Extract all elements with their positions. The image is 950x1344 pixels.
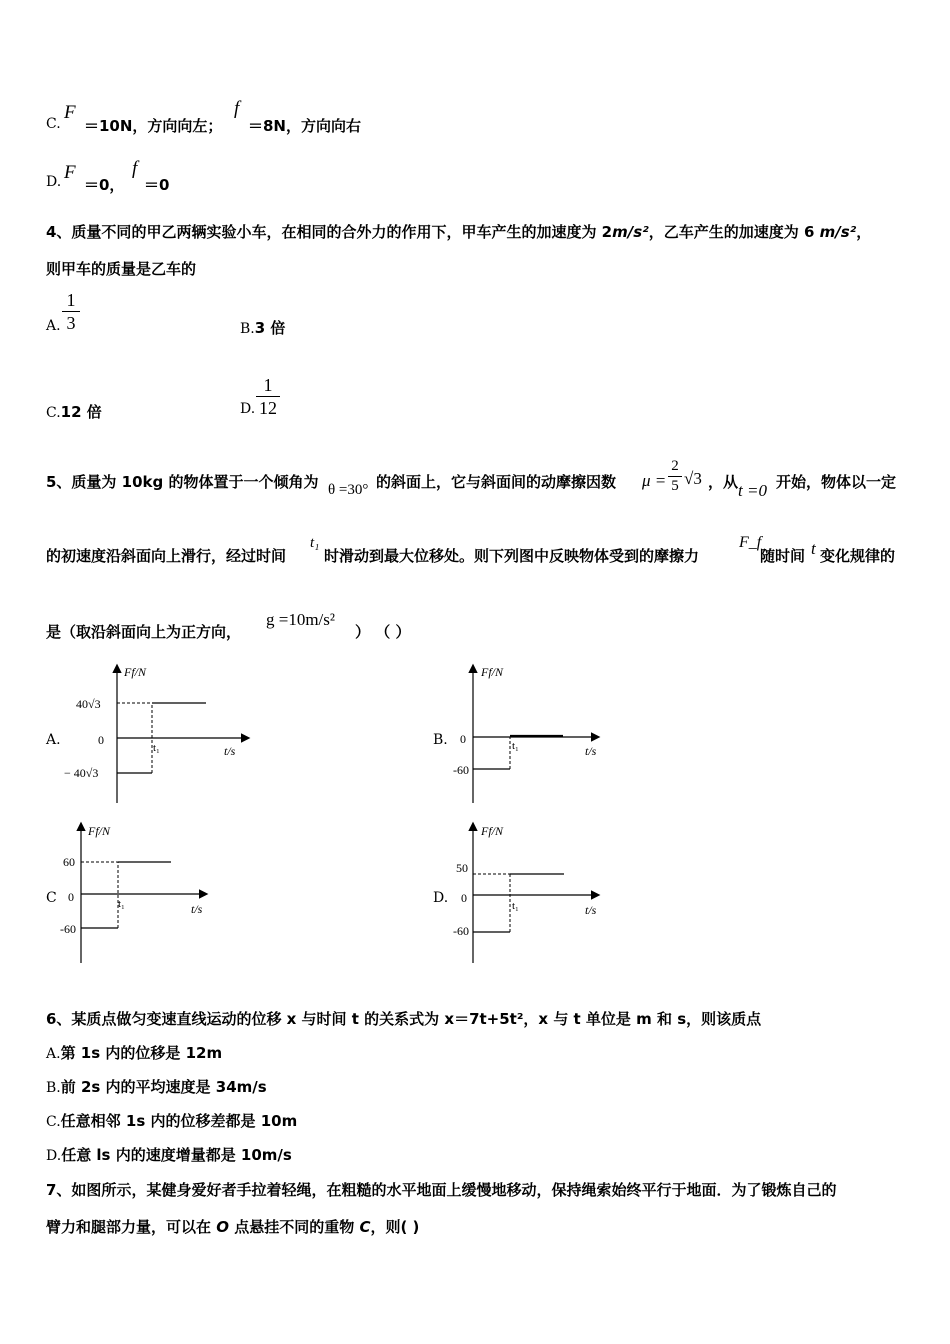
q4-option-c: C.12 倍 bbox=[46, 403, 102, 421]
t1-tick-label: t₁ bbox=[118, 898, 125, 910]
q4-stem-line1: 4、质量不同的甲乙两辆实验小车，在相同的合外力的作用下，甲车产生的加速度为 2m/s²，乙车产生的加速度为 6 m/s²， bbox=[46, 223, 872, 241]
q6-option-b: B.前 2s 内的平均速度是 34m/s bbox=[46, 1078, 267, 1096]
q5-stem-part: ） （ ） bbox=[355, 623, 411, 641]
option-text: ＝0 bbox=[144, 176, 170, 194]
q6-stem: 6、某质点做匀变速直线运动的位移 x 与时间 t 的关系式为 x＝7t+5t²，x 与 t 单位是 m 和 s，则该质点 bbox=[46, 1010, 762, 1028]
mu-fraction: 2 5 bbox=[668, 458, 682, 495]
x-axis-label: t/s bbox=[585, 903, 597, 917]
t1-symbol: t₁ bbox=[310, 535, 320, 551]
origin-label: 0 bbox=[460, 732, 466, 746]
option-text: ＝10N，方向向左； bbox=[84, 117, 223, 135]
graph-a-label: A. bbox=[46, 732, 61, 748]
q4-option-a-fraction: 1 3 bbox=[62, 290, 80, 333]
y-axis-label: Ff/N bbox=[481, 665, 504, 679]
graph-a bbox=[60, 658, 260, 808]
mu-symbol: μ = bbox=[642, 471, 667, 490]
q4-option-d-label: D. bbox=[240, 401, 256, 417]
t1-tick-label: t₁ bbox=[153, 742, 160, 754]
x-axis-label: t/s bbox=[585, 744, 597, 758]
q5-stem-part: 开始，物体以一定 bbox=[776, 473, 897, 491]
force-symbol-F: F bbox=[64, 102, 76, 123]
y-axis-label: Ff/N bbox=[88, 824, 111, 838]
graph-c-label: C bbox=[46, 890, 57, 906]
q7-stem-line1: 7、如图所示，某健身爱好者手拉着轻绳，在粗糙的水平地面上缓慢地移动，保持绳索始终平行于地面．为了锻炼自己的 bbox=[46, 1181, 837, 1199]
q4-stem-line2: 则甲车的质量是乙车的 bbox=[46, 260, 197, 278]
t1-tick-label: t₁ bbox=[512, 740, 519, 752]
mu-root: √3 bbox=[684, 469, 702, 488]
graph-c bbox=[58, 818, 218, 968]
q7-stem-line2: 臂力和腿部力量，可以在 O 点悬挂不同的重物 C，则( ) bbox=[46, 1218, 420, 1236]
t-zero: t =0 bbox=[738, 481, 767, 500]
lower-value-label: -60 bbox=[453, 924, 469, 938]
origin-label: 0 bbox=[68, 890, 74, 904]
graph-d-label: D. bbox=[433, 890, 449, 906]
q5-stem-part: 的初速度沿斜面向上滑行，经过时间 bbox=[46, 547, 287, 565]
lower-value-label: − 40√3 bbox=[64, 766, 99, 780]
q5-stem-part: ，从 bbox=[708, 473, 739, 491]
q5-stem-part: 变化规律的 bbox=[820, 547, 896, 565]
g-value: g =10m/s² bbox=[266, 610, 335, 629]
q5-stem-part: 时滑动到最大位移处。则下列图中反映物体受到的摩擦力 bbox=[324, 547, 700, 565]
y-axis-label: Ff/N bbox=[124, 665, 147, 679]
y-axis-label: Ff/N bbox=[481, 824, 504, 838]
q4-option-d-fraction: 1 12 bbox=[256, 375, 280, 418]
force-symbol-f: f bbox=[132, 158, 138, 179]
friction-symbol: F_f bbox=[739, 534, 762, 551]
t1-tick-label: t₁ bbox=[512, 900, 519, 912]
q6-option-a: A.第 1s 内的位移是 12m bbox=[46, 1044, 223, 1062]
option-label: D. bbox=[46, 174, 62, 190]
graph-b-label: B. bbox=[433, 732, 448, 748]
x-axis-label: t/s bbox=[191, 902, 203, 916]
option-label: C. bbox=[46, 116, 61, 132]
graph-d bbox=[448, 818, 618, 968]
graph-b bbox=[448, 658, 618, 808]
q5-stem-part: 随时间 bbox=[760, 547, 806, 565]
option-text: ＝8N，方向向右 bbox=[248, 117, 361, 135]
lower-value-label: -60 bbox=[60, 922, 76, 936]
q4-option-a-label: A. bbox=[46, 318, 61, 334]
q5-stem-part: 是（取沿斜面向上为正方向， bbox=[46, 623, 242, 641]
q5-stem-part: 的斜面上，它与斜面间的动摩擦因数 bbox=[376, 473, 617, 491]
lower-value-label: -60 bbox=[453, 763, 469, 777]
upper-value-label: 50 bbox=[456, 861, 468, 875]
origin-label: 0 bbox=[98, 733, 104, 747]
q5-stem-part: 5、质量为 10kg 的物体置于一个倾角为 bbox=[46, 473, 319, 491]
theta-value: θ =30° bbox=[328, 482, 369, 498]
q4-option-b: B.3 倍 bbox=[240, 319, 286, 337]
force-symbol-f: f bbox=[234, 98, 240, 119]
q6-option-c: C.任意相邻 1s 内的位移差都是 10m bbox=[46, 1112, 298, 1130]
origin-label: 0 bbox=[461, 891, 467, 905]
upper-value-label: 40√3 bbox=[76, 697, 101, 711]
upper-value-label: 60 bbox=[63, 855, 75, 869]
option-text: ＝0， bbox=[84, 176, 125, 194]
q6-option-d: D.任意 ls 内的速度增量都是 10m/s bbox=[46, 1146, 292, 1164]
x-axis-label: t/s bbox=[224, 744, 236, 758]
t-symbol: t bbox=[811, 539, 816, 558]
force-symbol-F: F bbox=[64, 162, 76, 183]
